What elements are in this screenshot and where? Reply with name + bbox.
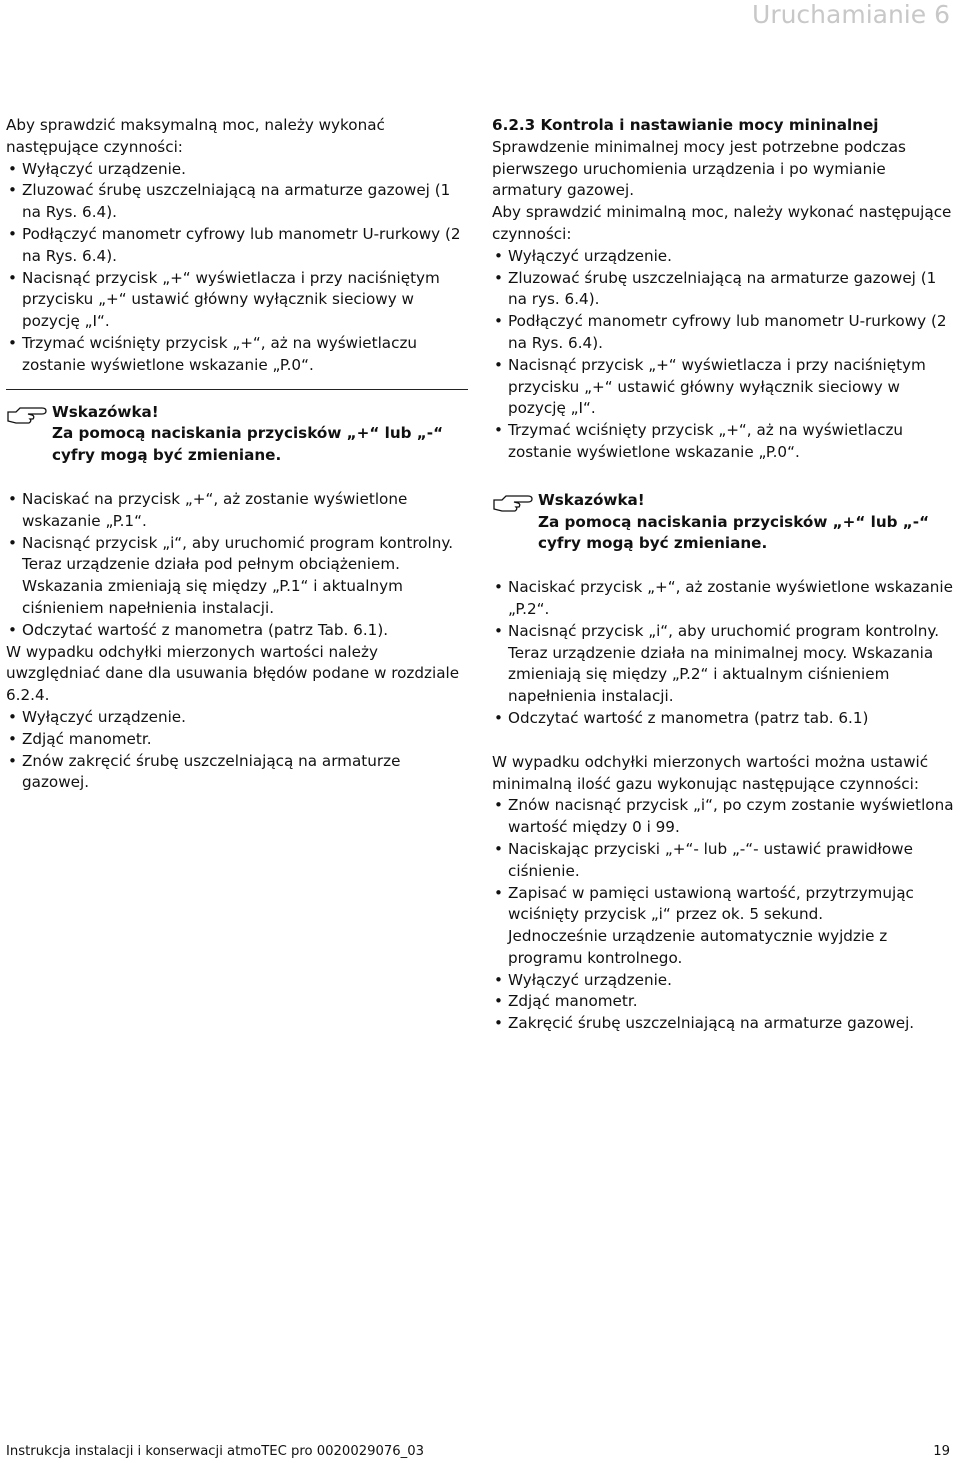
steps-list [492,795,954,1035]
right-column [492,115,954,1035]
list-item: • Odczytać wartość z manometra (patrz Tab. 6.1). [6,620,468,642]
section-heading: 6.2.3 Kontrola i nastawianie mocy mininalnej [492,116,879,134]
list-item: • Zdjąć manometr. [492,991,954,1013]
list-item: • Znów nacisnąć przycisk „i“, po czym zostanie wyświetlona wartość między 0 i 99. [492,795,954,839]
list-item: • Wyłączyć urządzenie. [6,707,468,729]
note-title: Wskazówka! [52,402,159,421]
error-paragraph: W wypadku odchyłki mierzonych wartości należy uwzględniać dane dla usuwania błędów podane w rozdziale 6.2.4. [6,642,460,705]
steps-list [6,159,468,377]
note-text: Za pomocą naciskania przycisków „+“ lub „-“ cyfry mogą być zmieniane. [538,512,930,553]
left-column [6,115,468,794]
note-box [6,402,468,467]
chapter-header: Uruchamianie 6 [752,0,950,29]
list-item: • Naciskać na przycisk „+“, aż zostanie wyświetlone wskazanie „P.1“. [6,489,468,533]
steps-list [6,707,468,794]
note-text: Za pomocą naciskania przycisków „+“ lub „-“ cyfry mogą być zmieniane. [52,424,444,465]
page-number: 19 [933,1444,950,1459]
list-item: • Zakręcić śrubę uszczelniającą na armaturze gazowej. [492,1013,954,1035]
list-item: • Zluzować śrubę uszczelniającą na armaturze gazowej (1 na rys. 6.4). [492,268,954,312]
list-item: • Zdjąć manometr. [6,729,468,751]
footer-document-title: Instrukcja instalacji i konserwacji atmoTEC pro 0020029076_03 [6,1444,425,1459]
list-item: • Nacisnąć przycisk „+“ wyświetlacza i przy naciśniętym przycisku „+“ ustawić główny wyłącznik sieciowy w pozycję „I“. [492,355,954,420]
list-item: • Naciskać przycisk „+“, aż zostanie wyświetlone wskazanie „P.2“. [492,577,954,621]
list-item: • Wyłączyć urządzenie. [492,246,954,268]
list-item: • Nacisnąć przycisk „+“ wyświetlacza i przy naciśniętym przycisku „+“ ustawić główny wyłącznik sieciowy w pozycję „I“. [6,268,468,333]
list-item-subtext: Jednocześnie urządzenie automatycznie wyjdzie z programu kontrolnego. [508,927,888,967]
note-title: Wskazówka! [538,490,645,509]
pointing-hand-icon [6,404,48,426]
list-item: • Odczytać wartość z manometra (patrz tab. 6.1) [492,708,954,730]
list-item: • Wyłączyć urządzenie. [492,970,954,992]
list-item: • Podłączyć manometr cyfrowy lub manometr U-rurkowy (2 na Rys. 6.4). [6,224,468,268]
list-item: • Naciskając przyciski „+“- lub „-“- ustawić prawidłowe ciśnienie. [492,839,954,883]
list-item: • Znów zakręcić śrubę uszczelniającą na armaturze gazowej. [6,751,468,795]
list-item: • Wyłączyć urządzenie. [6,159,468,181]
steps-list [492,246,954,464]
list-item-text: Zapisać w pamięci ustawioną wartość, przytrzymując wciśnięty przycisk „i“ przez ok. 5 sekund. [508,883,914,924]
list-item: • Nacisnąć przycisk „i“, aby uruchomić program kontrolny. Teraz urządzenie działa na minimalnej mocy. Wskazania zmieniają się między „P.2“ i aktualnym ciśnieniem napełnienia instalacji. [492,621,954,708]
adjust-paragraph: W wypadku odchyłki mierzonych wartości można ustawić minimalną ilość gazu wykonując następujące czynności: [492,752,929,793]
list-item: • Trzymać wciśnięty przycisk „+“, aż na wyświetlaczu zostanie wyświetlone wskazanie „P.0“. [6,333,468,377]
intro-paragraph: Aby sprawdzić maksymalną moc, należy wykonać następujące czynności: [6,116,385,156]
note-box [492,490,954,555]
pointing-hand-icon [492,492,534,514]
list-item: • Zluzować śrubę uszczelniającą na armaturze gazowej (1 na Rys. 6.4). [6,180,468,224]
divider [6,389,468,390]
list-item: • Nacisnąć przycisk „i“, aby uruchomić program kontrolny. Teraz urządzenie działa pod pełnym obciążeniem. Wskazania zmieniają się między „P.1“ i aktualnym ciśnieniem napełnienia instalacji. [6,533,468,620]
steps-list [6,489,468,642]
intro-paragraph: Aby sprawdzić minimalną moc, należy wykonać następujące czynności: [492,203,952,243]
intro-paragraph: Sprawdzenie minimalnej mocy jest potrzebne podczas pierwszego uruchomienia urządzenia i po wymianie armatury gazowej. [492,137,906,200]
list-item: • Podłączyć manometr cyfrowy lub manometr U-rurkowy (2 na Rys. 6.4). [492,311,954,355]
list-item: • Trzymać wciśnięty przycisk „+“, aż na wyświetlaczu zostanie wyświetlone wskazanie „P.0“. [492,420,954,464]
steps-list [492,577,954,730]
list-item [492,883,954,970]
